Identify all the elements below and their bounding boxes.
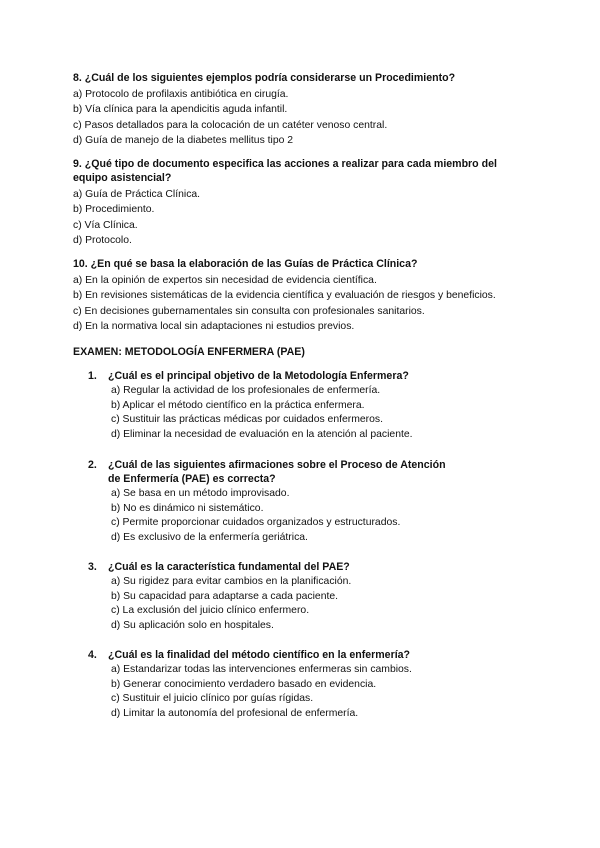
exam-item-1 [88,369,488,442]
question-title: 8. ¿Cuál de los siguientes ejemplos podría considerarse un Procedimiento? [73,72,456,84]
exam-item-3 [88,560,488,633]
option-d: d) Su aplicación solo en hospitales. [111,619,274,631]
option-a: a) Guía de Práctica Clínica. [73,189,201,200]
option-c: c) Pasos detallados para la colocación de un catéter venoso central. [73,119,388,131]
option-b: b) Aplicar el método científico en la práctica enfermera. [111,399,365,411]
option-a: a) Regular la actividad de los profesionales de enfermería. [111,385,381,396]
option-b: b) Procedimiento. [73,204,155,216]
option-c: c) Permite proporcionar cuidados organizados y estructurados. [111,517,401,529]
option-a: a) Estandarizar todas las intervenciones enfermeras sin cambios. [111,664,412,675]
item-title: ¿Cuál es la finalidad del método científico en la enfermería? [108,649,410,661]
option-b: b) Vía clínica para la apendicitis aguda infantil. [73,104,288,116]
option-d: d) Limitar la autonomía del profesional de enfermería. [111,707,359,719]
option-b: b) Su capacidad para adaptarse a cada paciente. [111,590,339,602]
option-a: a) En la opinión de expertos sin necesidad de evidencia científica. [73,275,377,286]
option-c: c) Sustituir las prácticas médicas por cuidados enfermeros. [111,414,383,426]
option-c: c) Sustituir el juicio clínico por guías rígidas. [111,693,314,705]
question-8 [73,71,543,149]
option-a: a) Su rigidez para evitar cambios en la planificación. [111,576,352,587]
option-c: c) La exclusión del juicio clínico enfermero. [111,605,310,617]
item-number: 4. [88,649,97,661]
exam-section-title: EXAMEN: METODOLOGÍA ENFERMERA (PAE) [73,346,305,358]
item-number: 1. [88,370,97,382]
question-title: 10. ¿En qué se basa la elaboración de las Guías de Práctica Clínica? [73,258,418,270]
option-b: b) Generar conocimiento verdadero basado en evidencia. [111,678,377,690]
option-b: b) En revisiones sistemáticas de la evidencia científica y evaluación de riesgos y beneficios. [73,290,496,302]
option-d: d) Es exclusivo de la enfermería geriátrica. [111,531,308,543]
option-d: d) Guía de manejo de la diabetes mellitus tipo 2 [73,135,294,147]
option-c: c) En decisiones gubernamentales sin consulta con profesionales sanitarios. [73,305,425,317]
question-title: 9. ¿Qué tipo de documento especifica las acciones a realizar para cada miembro del equipo asistencial? [73,158,497,184]
question-9 [73,157,533,249]
option-d: d) Protocolo. [73,235,132,247]
option-b: b) No es dinámico ni sistemático. [111,502,264,514]
option-a: a) Se basa en un método improvisado. [111,488,290,499]
item-title: ¿Cuál de las siguientes afirmaciones sobre el Proceso de Atención de Enfermería (PAE) es correcta? [108,459,446,485]
exam-item-4 [88,648,488,721]
item-number: 3. [88,561,97,573]
question-10 [73,257,543,335]
option-d: d) En la normativa local sin adaptaciones ni estudios previos. [73,321,355,333]
option-a: a) Protocolo de profilaxis antibiótica en cirugía. [73,89,289,100]
item-number: 2. [88,459,97,471]
option-d: d) Eliminar la necesidad de evaluación en la atención al paciente. [111,428,413,440]
item-title: ¿Cuál es el principal objetivo de la Metodología Enfermera? [108,370,409,382]
option-c: c) Vía Clínica. [73,219,138,231]
item-title: ¿Cuál es la característica fundamental del PAE? [108,561,350,573]
exam-item-2 [88,458,448,545]
